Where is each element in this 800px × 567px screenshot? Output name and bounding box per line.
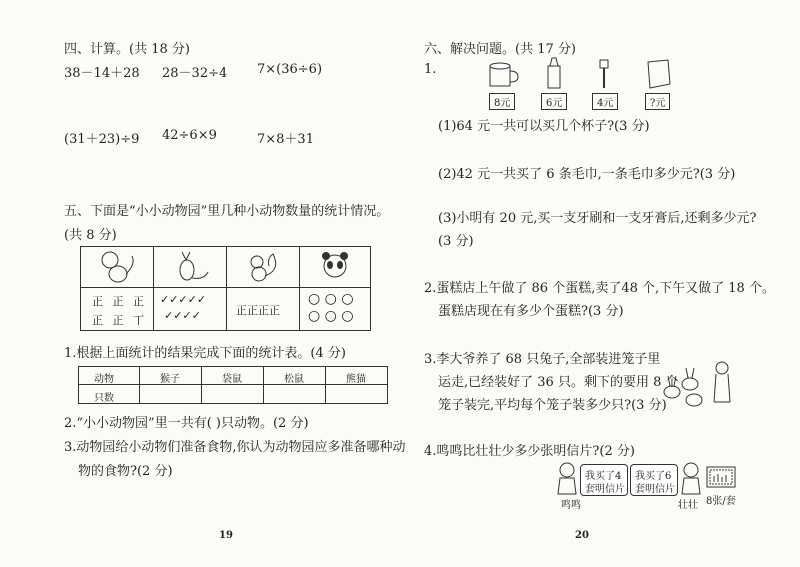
table-header-squirrel: 松鼠 — [284, 374, 304, 385]
table-header-kangaroo: 袋鼠 — [222, 374, 242, 385]
calc-4: (31＋23)÷9 — [64, 132, 140, 147]
bubble1-line2: 套明信片 — [585, 484, 625, 495]
q1-part3: (3)小明有 20 元,买一支牙刷和一支牙膏后,还剩多少元? — [438, 211, 757, 226]
toothbrush-icon — [594, 58, 614, 90]
table-header-monkey: 猴子 — [160, 374, 180, 385]
page-number-left: 19 — [219, 530, 233, 541]
price-cup: 8元 — [489, 93, 515, 110]
sec5-q3-line2: 物的食物?(2 分) — [78, 464, 173, 479]
q4: 4.鸣鸣比壮壮少多少张明信片?(2 分) — [424, 444, 635, 459]
tally-panda-2: ○ ○ ○ — [308, 308, 354, 324]
calc-3: 7×(36÷6) — [257, 62, 323, 77]
cup-icon — [486, 60, 522, 90]
table-header-animal: 动物 — [94, 374, 114, 385]
boy-mingming-icon — [556, 462, 578, 496]
label-zhuangzhuang: 壮壮 — [678, 500, 698, 511]
q1-part3-score: (3 分) — [438, 234, 474, 249]
speech-bubble-zhuangzhuang — [630, 464, 678, 496]
price-toothpaste: 6元 — [541, 93, 567, 110]
q2-line2: 蛋糕店现在有多少个蛋糕?(3 分) — [438, 304, 624, 319]
calc-5: 42÷6×9 — [162, 128, 217, 143]
bubble2-line2: 套明信片 — [635, 484, 675, 495]
section5-title: 五、下面是“小小动物园”里几种小动物数量的统计情况。 — [64, 204, 390, 219]
tally-monkey-1: 正 正 正 — [92, 295, 147, 308]
tally-panda-1: ○ ○ ○ — [308, 291, 354, 307]
tally-squirrel: 正正正正 — [236, 304, 280, 317]
squirrel-icon — [243, 248, 283, 284]
monkey-icon — [96, 250, 138, 284]
kangaroo-icon — [170, 248, 210, 284]
tally-kangaroo-1: ✓✓✓✓✓ — [160, 293, 207, 306]
towel-icon — [644, 58, 674, 90]
q1-number: 1. — [424, 62, 437, 77]
section4-title: 四、计算。(共 18 分) — [64, 42, 190, 57]
label-mingming: 鸣鸣 — [561, 500, 581, 511]
speech-bubble-mingming — [580, 464, 628, 496]
q3-line1: 3.李大爷养了 68 只兔子,全部装进笼子里 — [424, 352, 661, 367]
tally-kangaroo-2: ✓✓✓✓ — [164, 309, 201, 322]
sec5-q2: 2.“小小动物园”里一共有( )只动物。(2 分) — [64, 416, 309, 431]
toothpaste-icon — [542, 56, 566, 90]
panda-icon — [316, 250, 354, 284]
section5-score: (共 8 分) — [64, 228, 117, 243]
q3-line2: 运走,已经装好了 36 只。剩下的要用 8 个 — [438, 375, 679, 390]
postcard-icon — [706, 466, 736, 488]
table-row-count-label: 只数 — [94, 393, 114, 404]
price-toothbrush: 4元 — [592, 93, 618, 110]
q1-part2: (2)42 元一共买了 6 条毛巾,一条毛巾多少元?(3 分) — [438, 167, 736, 182]
table-header-panda: 熊猫 — [346, 374, 366, 385]
sec5-q3-line1: 3.动物园给小动物们准备食物,你认为动物园应多准备哪种动 — [64, 440, 406, 455]
q2-line1: 2.蛋糕店上午做了 86 个蛋糕,卖了48 个,下午又做了 18 个。 — [424, 281, 775, 296]
tally-monkey-2: 正 正 丅 — [92, 314, 147, 327]
postcard-price: 8张/套 — [706, 496, 736, 507]
page-number-right: 20 — [575, 530, 589, 541]
calc-1: 38－14＋28 — [64, 66, 140, 81]
section6-title: 六、解决问题。(共 17 分) — [424, 42, 576, 57]
price-towel: ?元 — [645, 93, 670, 110]
calc-6: 7×8＋31 — [257, 132, 314, 147]
calc-2: 28－32÷4 — [162, 66, 228, 81]
bubble1-line1: 我买了4 — [585, 471, 622, 482]
sec5-q1: 1.根据上面统计的结果完成下面的统计表。(4 分) — [64, 346, 346, 361]
q1-part1: (1)64 元一共可以买几个杯子?(3 分) — [438, 119, 650, 134]
bubble2-line1: 我买了6 — [635, 471, 672, 482]
q3-line3: 笼子装完,平均每个笼子装多少只?(3 分) — [438, 398, 667, 413]
boy-zhuangzhuang-icon — [680, 462, 702, 496]
rabbits-and-farmer-illustration — [660, 360, 740, 410]
